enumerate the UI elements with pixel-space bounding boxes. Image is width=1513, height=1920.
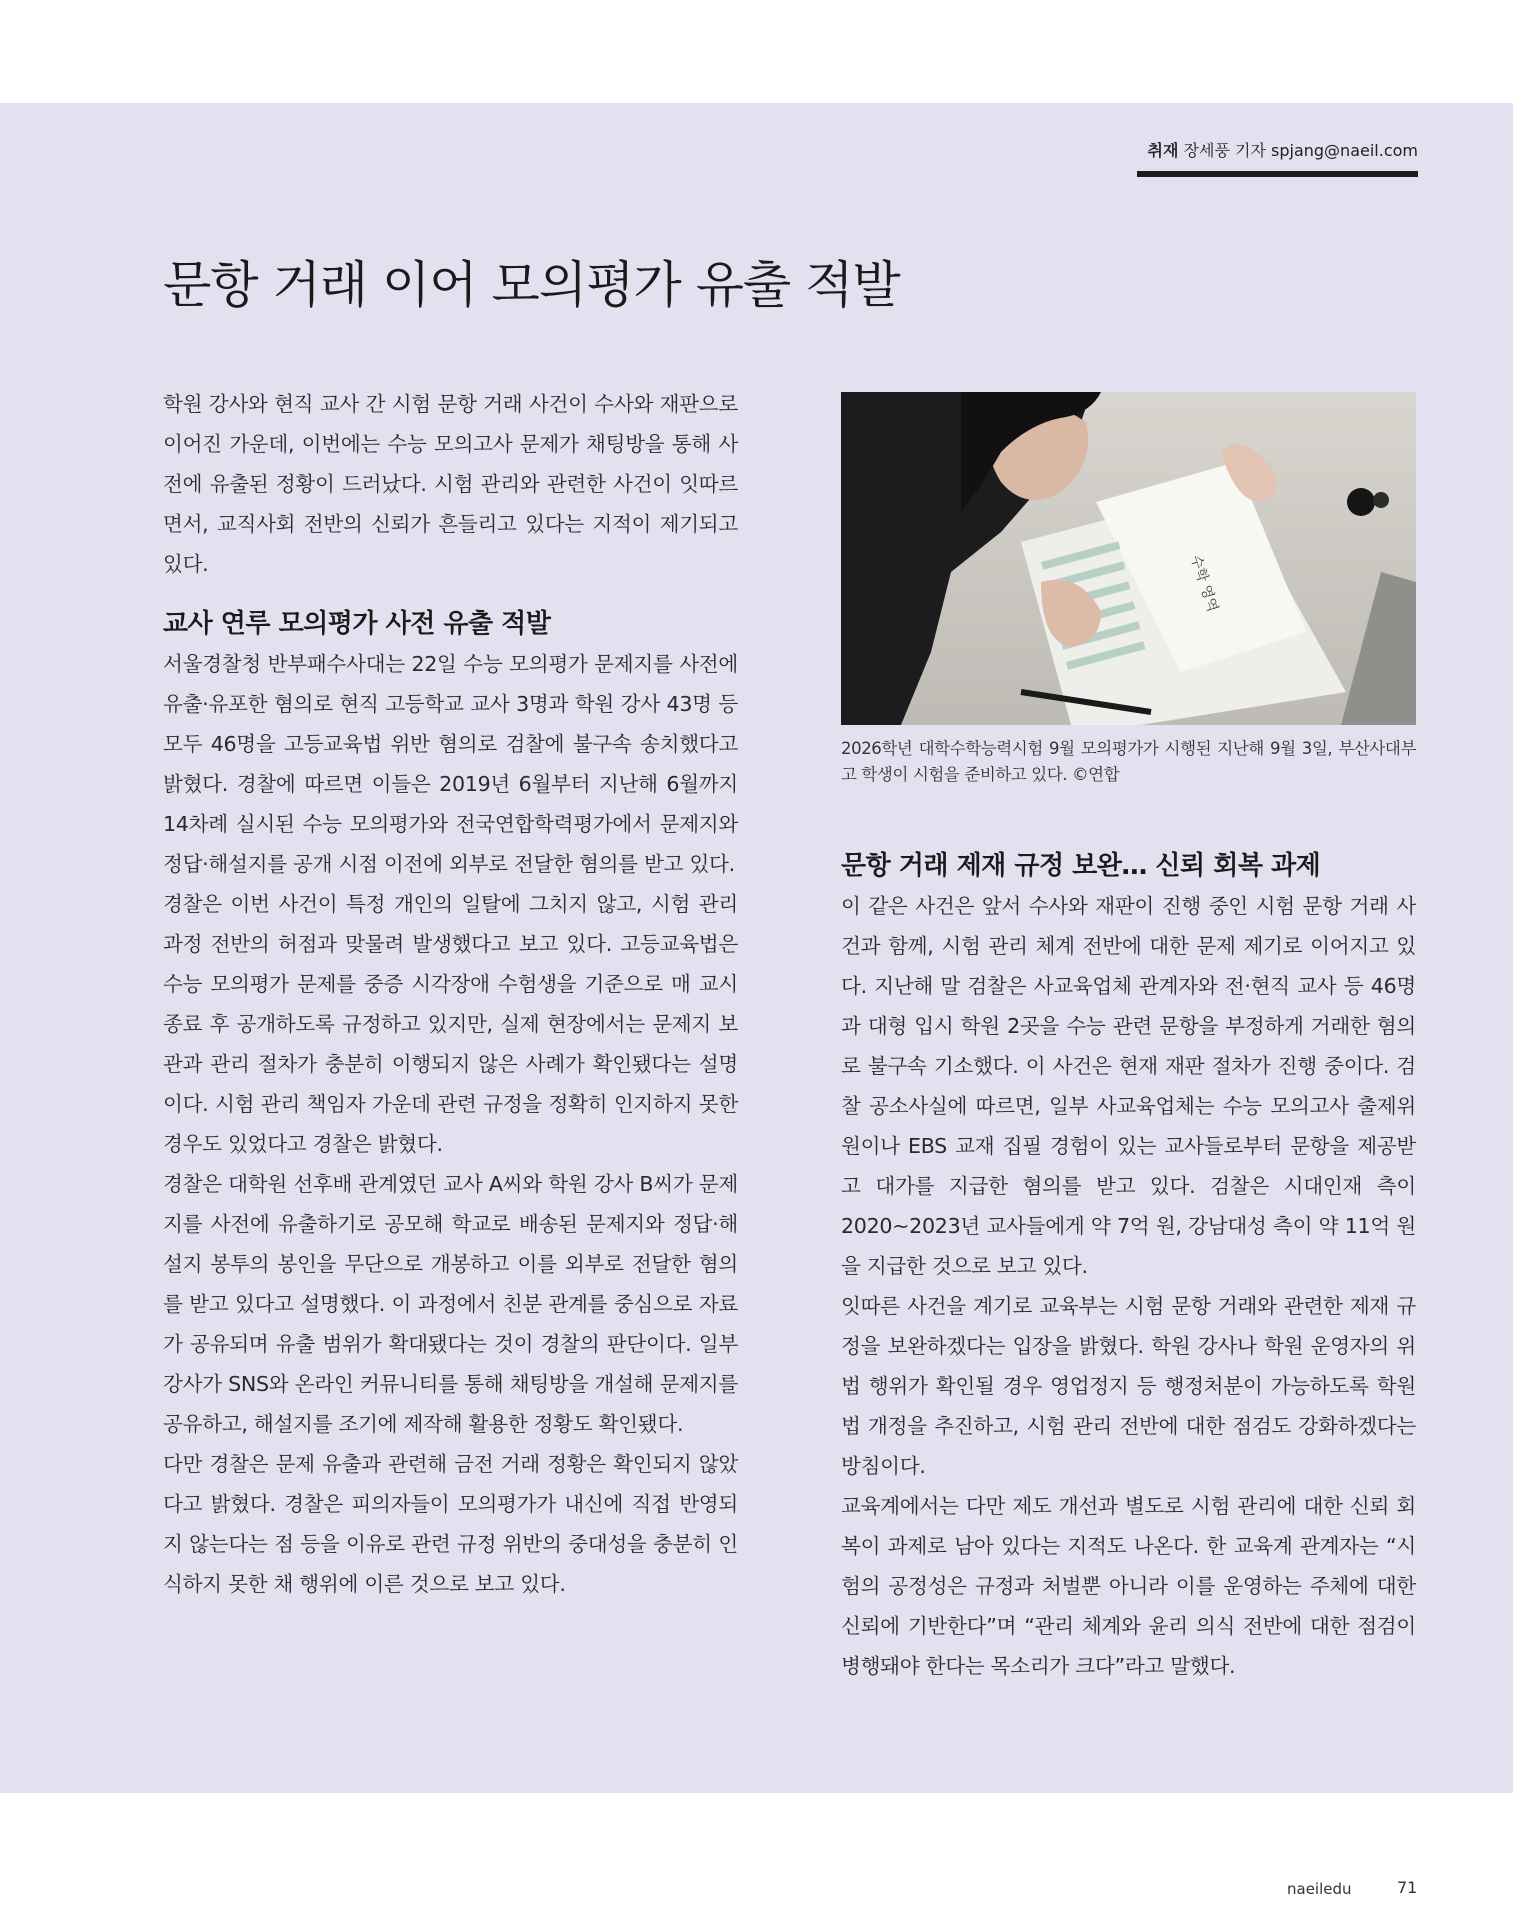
- exam-sheet-title: 수학 영역: [1187, 553, 1221, 614]
- section-heading-trade: 문항 거래 제재 규정 보완… 신뢰 회복 과제: [841, 851, 1321, 881]
- footer-brand: naeiledu: [1287, 1880, 1352, 1898]
- section-heading-leak: 교사 연루 모의평가 사전 유출 적발: [163, 609, 551, 639]
- exam-photo-illustration: [841, 392, 1416, 725]
- photo-caption: 2026학년 대학수학능력시험 9월 모의평가가 시행된 지난해 9월 3일, 부산사대부고 학생이 시험을 준비하고 있다. ©연합: [841, 739, 1416, 784]
- body-paragraph: 잇따른 사건을 계기로 교육부는 시험 문항 거래와 관련한 제재 규정을 보완하겠다는 입장을 밝혔다. 학원 강사나 학원 운영자의 위법 행위가 확인될 경우 영업정지 등 행정처분이 가능하도록 학원법 개정을 추진하고, 시험 관리 전반에 대한 점검도 강화하겠다는 방침이다.: [841, 1294, 1416, 1478]
- body-paragraph: 이 같은 사건은 앞서 수사와 재판이 진행 중인 시험 문항 거래 사건과 함께, 시험 관리 체계 전반에 대한 문제 제기로 이어지고 있다. 지난해 말 검찰은 사교육업체 관계자와 전·현직 교사 등 46명과 대형 입시 학원 2곳을 수능 관련 문항을 부정하게 거래한 혐의로 불구속 기소했다. 이 사건은 현재 재판 절차가 진행 중이다. 검찰 공소사실에 따르면, 일부 사교육업체는 수능 모의고사 출제위원이나 EBS 교재 집필 경험이 있는 교사들로부터 문항을 제공받고 대가를 지급한 혐의를 받고 있다. 검찰은 시대인재 측이 2020~2023년 교사들에게 약 7억 원, 강남대성 측이 약 11억 원을 지급한 것으로 보고 있다.: [841, 894, 1416, 1278]
- byline: [1148, 138, 1418, 161]
- exam-photo: [841, 392, 1416, 725]
- body-paragraph: 서울경찰청 반부패수사대는 22일 수능 모의평가 문제지를 사전에 유출·유포한 혐의로 현직 고등학교 교사 3명과 학원 강사 43명 등 모두 46명을 고등교육법 위반 혐의로 검찰에 불구속 송치했다고 밝혔다. 경찰에 따르면 이들은 2019년 6월부터 지난해 6월까지 14차례 실시된 수능 모의평가와 전국연합학력평가에서 문제지와 정답·해설지를 공개 시점 이전에 외부로 전달한 혐의를 받고 있다.: [163, 652, 738, 876]
- body-paragraph: 교육계에서는 다만 제도 개선과 별도로 시험 관리에 대한 신뢰 회복이 과제로 남아 있다는 지적도 나온다. 한 교육계 관계자는 “시험의 공정성은 규정과 처벌뿐 아니라 이를 운영하는 주체에 대한 신뢰에 기반한다”며 “관리 체계와 윤리 의식 전반에 대한 점검이 병행돼야 한다는 목소리가 크다”라고 말했다.: [841, 1494, 1416, 1678]
- page-number: 71: [1397, 1878, 1418, 1897]
- headline: 문항 거래 이어 모의평가 유출 적발: [163, 256, 900, 314]
- byline-rule: [1137, 171, 1418, 177]
- body-paragraph: 경찰은 이번 사건이 특정 개인의 일탈에 그치지 않고, 시험 관리 과정 전반의 허점과 맞물려 발생했다고 보고 있다. 고등교육법은 수능 모의평가 문제를 중증 시각장애 수험생을 기준으로 매 교시 종료 후 공개하도록 규정하고 있지만, 실제 현장에서는 문제지 보관과 관리 절차가 충분히 이행되지 않은 사례가 확인됐다는 설명이다. 시험 관리 책임자 가운데 관련 규정을 정확히 인지하지 못한 경우도 있었다고 경찰은 밝혔다.: [163, 892, 738, 1156]
- left-column: [163, 384, 738, 1604]
- body-paragraph: 경찰은 대학원 선후배 관계였던 교사 A씨와 학원 강사 B씨가 문제지를 사전에 유출하기로 공모해 학교로 배송된 문제지와 정답·해설지 봉투의 봉인을 무단으로 개봉하고 이를 외부로 전달한 혐의를 받고 있다고 설명했다. 이 과정에서 친분 관계를 중심으로 자료가 공유되며 유출 범위가 확대됐다는 것이 경찰의 판단이다. 일부 강사가 SNS와 온라인 커뮤니티를 통해 채팅방을 개설해 문제지를 공유하고, 해설지를 조기에 제작해 활용한 정황도 확인됐다.: [163, 1172, 738, 1436]
- body-paragraph: 다만 경찰은 문제 유출과 관련해 금전 거래 정황은 확인되지 않았다고 밝혔다. 경찰은 피의자들이 모의평가가 내신에 직접 반영되지 않는다는 점 등을 이유로 관련 규정 위반의 중대성을 충분히 인식하지 못한 채 행위에 이른 것으로 보고 있다.: [163, 1452, 738, 1596]
- right-column: [841, 846, 1416, 1686]
- byline-label: 취재: [1147, 141, 1179, 160]
- lead-paragraph: 학원 강사와 현직 교사 간 시험 문항 거래 사건이 수사와 재판으로 이어진 가운데, 이번에는 수능 모의고사 문제가 채팅방을 통해 사전에 유출된 정황이 드러났다. 시험 관리와 관련한 사건이 잇따르면서, 교직사회 전반의 신뢰가 흔들리고 있다는 지적이 제기되고 있다.: [163, 392, 738, 576]
- byline-reporter: 장세풍 기자 spjang@naeil.com: [1183, 141, 1418, 160]
